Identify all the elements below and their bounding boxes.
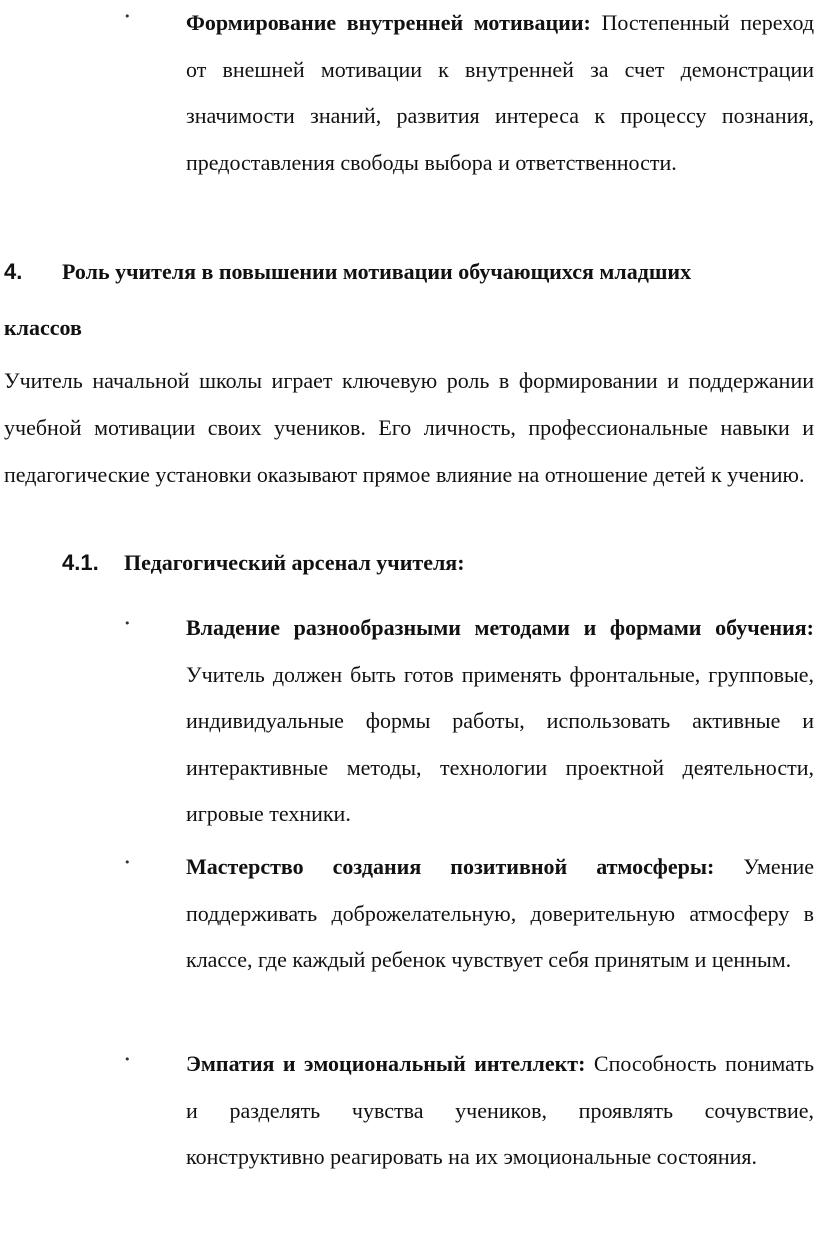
bullet-description: Постепенный переход от внешней мотивации к внутренней за счет демонстрации значимости знаний, развития интереса к процессу познания, предоставления свободы выбора и ответственности. bbox=[186, 10, 815, 175]
bullet-term: Эмпатия и эмоциональный интеллект: bbox=[186, 1051, 586, 1076]
bullet-marker: • bbox=[124, 617, 131, 630]
bullet-text bbox=[186, 605, 814, 838]
subsection-title: Педагогический арсенал учителя: bbox=[124, 550, 465, 575]
bullet-description: Способность понимать и разделять чувства учеников, проявлять сочувствие, конструктивно реагировать на их эмоциональные состояния. bbox=[186, 1051, 815, 1169]
bullet-marker: • bbox=[124, 10, 131, 23]
section-title-line1: Роль учителя в повышении мотивации обучающихся младших bbox=[62, 259, 692, 284]
section-title-line2: классов bbox=[4, 315, 82, 340]
bullet-text bbox=[186, 0, 814, 186]
bullet-marker: • bbox=[124, 1053, 131, 1066]
bullet-description: Умение поддерживать доброжелательную, доверительную атмосферу в классе, где каждый ребенок чувствует себя принятым и ценным. bbox=[186, 854, 814, 972]
bullet-term: Формирование внутренней мотивации: bbox=[186, 10, 591, 35]
bullet-marker: • bbox=[124, 856, 131, 869]
bullet-description: Учитель должен быть готов применять фронтальные, групповые, индивидуальные формы работы, использовать активные и интерактивные методы, технологии проектной деятельности, игровые техники. bbox=[186, 661, 814, 826]
subsection-number: 4.1. bbox=[62, 550, 99, 575]
section-number: 4. bbox=[4, 259, 23, 284]
bullet-text bbox=[186, 1041, 814, 1181]
bullet-term: Мастерство создания позитивной атмосферы: bbox=[186, 854, 715, 879]
body-paragraph: Учитель начальной школы играет ключевую роль в формировании и поддержании учебной мотивации своих учеников. Его личность, профессиональные навыки и педагогические установки оказывают прямое влияние на отношение детей к учению. bbox=[4, 368, 814, 487]
bullet-term: Владение разнообразными методами и формами обучения: bbox=[186, 615, 814, 640]
bullet-text bbox=[186, 844, 814, 984]
